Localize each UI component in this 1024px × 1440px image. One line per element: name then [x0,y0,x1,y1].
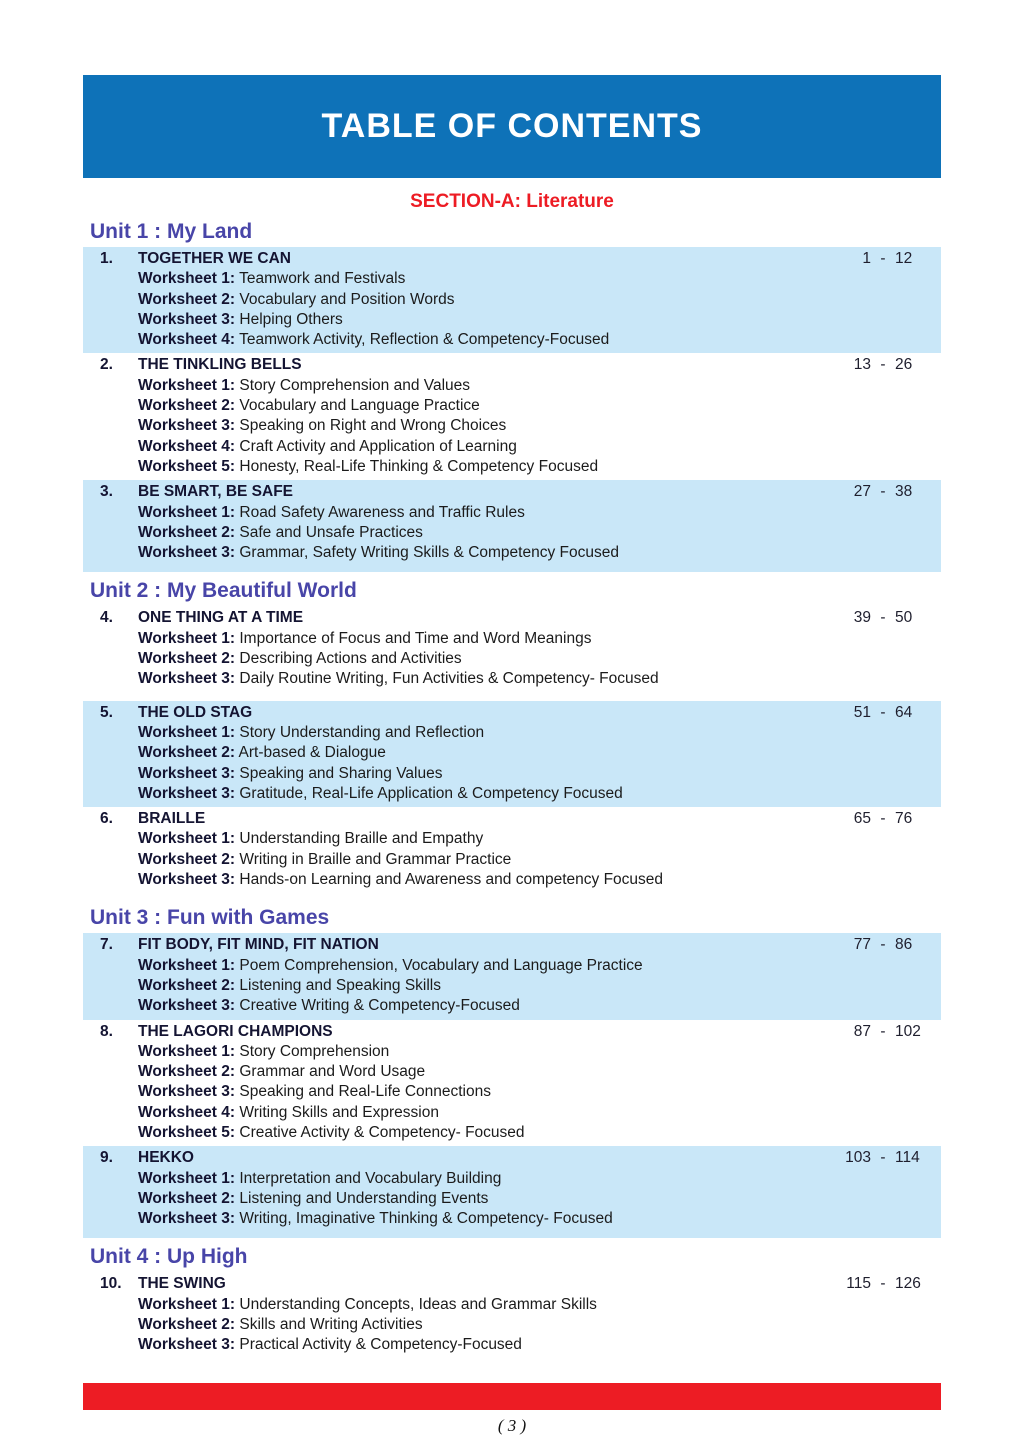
worksheet-title: Gratitude, Real-Life Application & Competency Focused [239,784,623,802]
chapter-page-range [845,1148,941,1168]
worksheet-title: Speaking and Real-Life Connections [239,1083,491,1101]
chapter-page-range [845,249,941,269]
worksheet-title: Helping Others [239,310,343,328]
page-start: 103 [845,1149,871,1167]
worksheet-item [83,290,941,310]
page-range-separator: - [880,1149,886,1167]
chapter-number: 7. [100,936,113,954]
unit [83,579,941,899]
worksheet-item [83,503,941,523]
toc-list [83,220,941,1365]
worksheet-title: Interpretation and Vocabulary Building [239,1169,502,1187]
chapter-number: 3. [100,483,113,501]
worksheet-label: Worksheet 1: [138,503,236,521]
worksheet-item [83,784,941,804]
worksheet-title: Vocabulary and Position Words [239,290,455,308]
worksheet-label: Worksheet 3: [138,544,236,562]
worksheet-label: Worksheet 1: [138,830,236,848]
chapter-header [83,355,941,375]
worksheet-item [83,523,941,543]
page-range-separator: - [880,356,886,374]
page-range-separator: - [880,609,886,627]
worksheet-item [83,1315,941,1335]
worksheet-item [83,1189,941,1209]
page-start: 13 [853,356,871,374]
chapter-number: 9. [100,1149,113,1167]
toc-chapter [83,1146,941,1238]
page-title: TABLE OF CONTENTS [321,107,703,145]
worksheet-item [83,269,941,289]
chapter-page-range [845,482,941,502]
worksheet-title: Safe and Unsafe Practices [239,523,423,541]
toc-page [83,0,941,1436]
chapter-header [83,703,941,723]
worksheet-item [83,1103,941,1123]
worksheet-label: Worksheet 1: [138,1295,236,1313]
toc-chapter [83,1020,941,1147]
unit [83,220,941,572]
worksheet-title: Writing Skills and Expression [239,1103,439,1121]
page-start: 65 [853,810,871,828]
worksheet-label: Worksheet 2: [138,744,236,762]
worksheet-label: Worksheet 1: [138,376,236,394]
worksheet-title: Understanding Braille and Empathy [239,830,484,848]
worksheet-label: Worksheet 1: [138,956,236,974]
chapter-number: 5. [100,703,113,721]
header-banner [83,75,941,178]
page-start: 51 [853,703,871,721]
page-range-separator: - [880,810,886,828]
unit [83,1245,941,1364]
worksheet-title: Craft Activity and Application of Learning [239,437,517,455]
worksheet-label: Worksheet 1: [138,270,236,288]
page-start: 115 [846,1275,871,1293]
worksheet-item [83,956,941,976]
chapter-header [83,249,941,269]
page-range-separator: - [880,483,886,501]
worksheet-item [83,629,941,649]
page-end: 64 [895,703,913,721]
unit [83,906,941,1238]
worksheet-title: Writing in Braille and Grammar Practice [239,850,512,868]
unit-heading: Unit 1 : My Land [90,220,253,243]
worksheet-title: Skills and Writing Activities [239,1316,423,1334]
worksheet-item [83,416,941,436]
worksheet-item [83,1062,941,1082]
chapter-header [83,1022,941,1042]
worksheet-title: Story Comprehension [239,1042,390,1060]
worksheet-title: Creative Activity & Competency- Focused [239,1123,525,1141]
toc-chapter [83,807,941,899]
worksheet-item [83,310,941,330]
chapter-header [83,935,941,955]
worksheet-item [83,669,941,689]
chapter-page-range [845,1022,941,1042]
page-end: 38 [895,483,913,501]
toc-chapter [83,353,941,480]
worksheet-title: Describing Actions and Activities [239,650,462,668]
worksheet-item [83,330,941,350]
worksheet-title: Honesty, Real-Life Thinking & Competency Focused [239,457,599,475]
worksheet-label: Worksheet 4: [138,1103,236,1121]
worksheet-label: Worksheet 3: [138,670,236,688]
chapter-number: 6. [100,810,113,828]
worksheet-label: Worksheet 2: [138,976,236,994]
page-end: 26 [895,356,913,374]
chapter-title: THE TINKLING BELLS [138,356,302,374]
page-range-separator: - [880,703,886,721]
worksheet-title: Teamwork and Festivals [239,270,406,288]
worksheet-title: Grammar, Safety Writing Skills & Competency Focused [239,544,619,562]
chapter-number: 1. [100,250,113,267]
worksheet-label: Worksheet 2: [138,650,236,668]
worksheet-title: Hands-on Learning and Awareness and competency Focused [239,871,664,889]
page-end: 86 [895,936,913,954]
toc-chapter [83,606,941,692]
worksheet-label: Worksheet 2: [138,290,236,308]
chapter-header [83,1274,941,1294]
chapter-page-range [845,935,941,955]
worksheet-title: Vocabulary and Language Practice [239,397,480,415]
worksheet-item [83,1042,941,1062]
worksheet-title: Teamwork Activity, Reflection & Competency-Focused [239,331,610,349]
worksheet-label: Worksheet 3: [138,1210,236,1228]
page-start: 1 [862,250,871,267]
page-end: 50 [895,609,913,627]
chapter-title: THE LAGORI CHAMPIONS [138,1022,333,1040]
toc-chapter [83,1272,941,1364]
chapter-page-range [845,1274,941,1294]
worksheet-label: Worksheet 1: [138,723,236,741]
worksheet-title: Art-based & Dialogue [238,744,386,762]
chapter-title: ONE THING AT A TIME [138,609,304,627]
worksheet-label: Worksheet 1: [138,1169,236,1187]
chapter-title: HEKKO [138,1149,194,1167]
worksheet-title: Speaking and Sharing Values [239,764,443,782]
page-end: 12 [895,250,913,267]
page-start: 39 [853,609,871,627]
chapter-title: THE SWING [138,1275,226,1293]
toc-chapter [83,247,941,353]
worksheet-label: Worksheet 1: [138,1042,236,1060]
worksheet-item [83,1082,941,1102]
page-range-separator: - [880,250,886,267]
chapter-number: 8. [100,1022,113,1040]
worksheet-title: Grammar and Word Usage [239,1063,426,1081]
worksheet-label: Worksheet 3: [138,1336,236,1354]
worksheet-title: Listening and Speaking Skills [239,976,442,994]
toc-chapter [83,701,941,807]
worksheet-title: Listening and Understanding Events [239,1189,489,1207]
worksheet-label: Worksheet 2: [138,850,236,868]
worksheet-title: Road Safety Awareness and Traffic Rules [239,503,525,521]
page-end: 114 [895,1149,920,1167]
worksheet-label: Worksheet 3: [138,784,236,802]
worksheet-item [83,437,941,457]
worksheet-item [83,976,941,996]
worksheet-item [83,723,941,743]
page-range-separator: - [880,1022,886,1040]
worksheet-item [83,1123,941,1143]
chapter-page-range [845,809,941,829]
chapter-number: 4. [100,609,113,627]
chapter-title: THE OLD STAG [138,703,253,721]
worksheet-title: Practical Activity & Competency-Focused [239,1336,522,1354]
worksheet-title: Creative Writing & Competency-Focused [239,997,520,1015]
worksheet-label: Worksheet 2: [138,1189,236,1207]
chapter-title: TOGETHER WE CAN [138,250,291,267]
chapter-title: BRAILLE [138,810,206,828]
worksheet-item [83,649,941,669]
worksheet-item [83,1295,941,1315]
toc-chapter [83,933,941,1019]
worksheet-title: Story Understanding and Reflection [239,723,485,741]
chapter-title: FIT BODY, FIT MIND, FIT NATION [138,936,379,954]
chapter-header [83,482,941,502]
worksheet-label: Worksheet 5: [138,1123,236,1141]
page-start: 27 [853,483,871,501]
worksheet-title: Importance of Focus and Time and Word Meanings [239,629,592,647]
page-range-separator: - [880,1275,886,1293]
worksheet-label: Worksheet 5: [138,457,236,475]
worksheet-label: Worksheet 3: [138,310,236,328]
worksheet-label: Worksheet 2: [138,1063,236,1081]
page-start: 87 [853,1022,871,1040]
worksheet-item [83,764,941,784]
worksheet-label: Worksheet 3: [138,1083,236,1101]
page-number: ( 3 ) [497,1415,527,1435]
chapter-header [83,608,941,628]
worksheet-label: Worksheet 4: [138,331,236,349]
worksheet-label: Worksheet 3: [138,997,236,1015]
page-end: 76 [895,810,913,828]
worksheet-item [83,396,941,416]
worksheet-title: Poem Comprehension, Vocabulary and Language Practice [239,956,643,974]
worksheet-label: Worksheet 2: [138,523,236,541]
worksheet-item [83,829,941,849]
worksheet-label: Worksheet 3: [138,764,236,782]
worksheet-item [83,457,941,477]
chapter-page-range [845,703,941,723]
worksheet-label: Worksheet 1: [138,629,236,647]
unit-heading: Unit 4 : Up High [90,1245,248,1269]
unit-heading: Unit 3 : Fun with Games [90,906,330,930]
page-start: 77 [853,936,871,954]
worksheet-item [83,743,941,763]
worksheet-label: Worksheet 2: [138,1316,236,1334]
worksheet-title: Speaking on Right and Wrong Choices [239,417,507,435]
worksheet-label: Worksheet 2: [138,397,236,415]
chapter-page-range [845,608,941,628]
unit-heading: Unit 2 : My Beautiful World [90,579,357,603]
chapter-number: 2. [100,356,113,374]
worksheet-item [83,996,941,1016]
worksheet-item [83,1169,941,1189]
page-range-separator: - [880,936,886,954]
worksheet-item [83,376,941,396]
chapter-header [83,1148,941,1168]
footer-bar [83,1383,941,1410]
chapter-title: BE SMART, BE SAFE [138,483,294,501]
worksheet-title: Writing, Imaginative Thinking & Competency- Focused [239,1210,613,1228]
page-end: 102 [895,1022,921,1040]
worksheet-item [83,870,941,890]
page-end: 126 [895,1275,921,1293]
worksheet-item [83,850,941,870]
worksheet-label: Worksheet 3: [138,871,236,889]
section-heading: SECTION-A: Literature [410,191,614,212]
worksheet-label: Worksheet 4: [138,437,236,455]
worksheet-label: Worksheet 3: [138,417,236,435]
worksheet-title: Understanding Concepts, Ideas and Grammar Skills [239,1295,597,1313]
worksheet-title: Daily Routine Writing, Fun Activities & Competency- Focused [239,670,659,688]
chapter-number: 10. [100,1275,122,1293]
chapter-page-range [845,355,941,375]
toc-chapter [83,480,941,572]
chapter-header [83,809,941,829]
worksheet-item [83,543,941,563]
worksheet-title: Story Comprehension and Values [239,376,470,394]
worksheet-item [83,1209,941,1229]
worksheet-item [83,1335,941,1355]
